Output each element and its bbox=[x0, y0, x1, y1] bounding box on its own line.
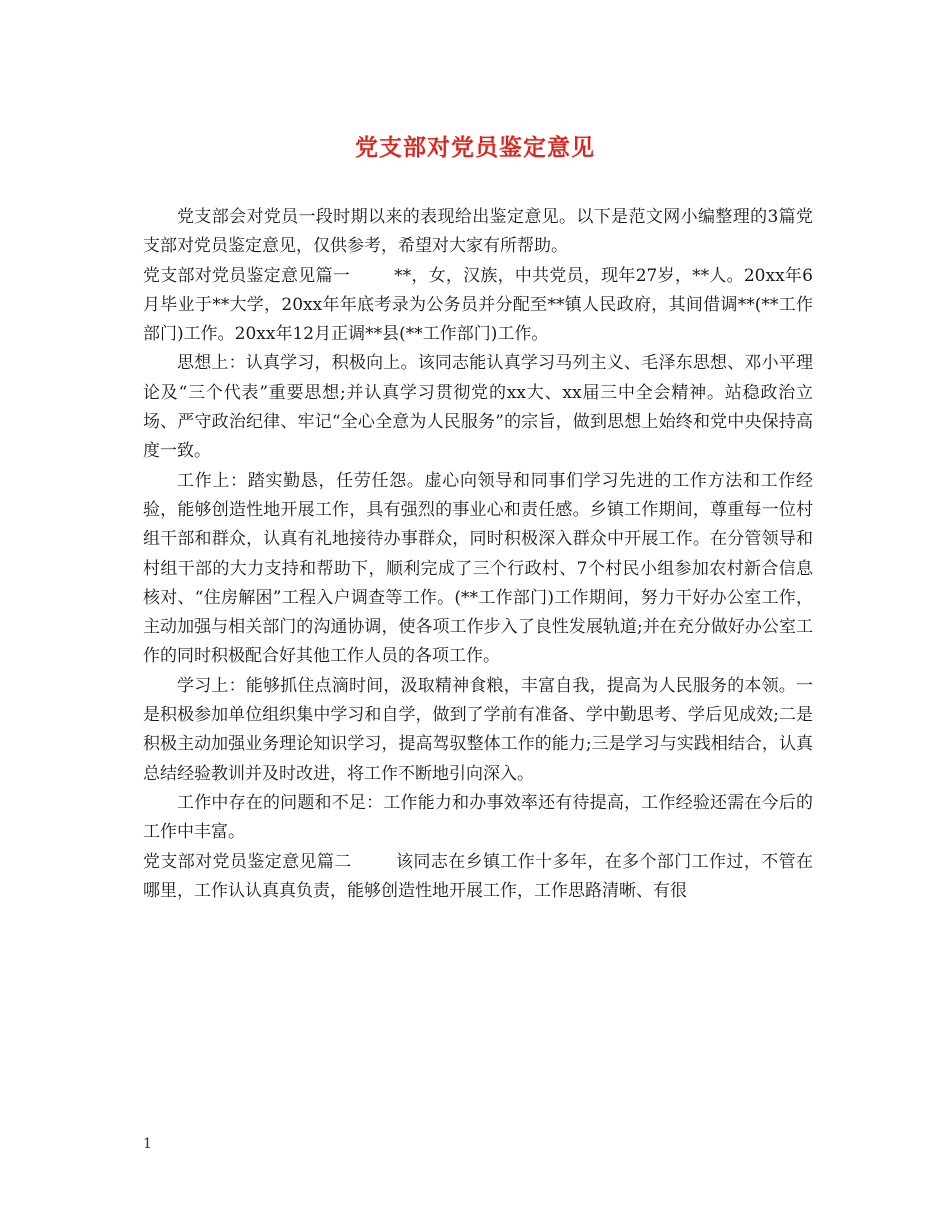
paragraph-thought bbox=[143, 349, 813, 466]
paragraph-section-two bbox=[143, 848, 813, 907]
paragraph-shortcomings bbox=[143, 789, 813, 848]
paragraph-text: 工作中存在的问题和不足：工作能力和办事效率还有待提高，工作经验还需在今后的工作中丰富。 bbox=[143, 792, 813, 843]
paragraph-section-one bbox=[143, 262, 813, 350]
paragraph-work bbox=[143, 467, 813, 672]
paragraph-intro bbox=[143, 203, 813, 262]
paragraph-text: 党支部会对党员一段时期以来的表现给出鉴定意见。以下是范文网小编整理的3篇党支部对党员鉴定意见，仅供参考，希望对大家有所帮助。 bbox=[143, 207, 813, 257]
page-number: 1 bbox=[143, 1136, 152, 1152]
document-title: 党支部对党员鉴定意见 bbox=[355, 135, 595, 161]
paragraph-text: 学习上：能够抓住点滴时间，汲取精神食粮，丰富自我，提高为人民服务的本领。一是积极参加单位组织集中学习和自学，做到了学前有准备、学中勤思考、学后见成效;二是积极主动加强业务理论知识学习，提高驾驭整体工作的能力;三是学习与实践相结合，认真总结经验教训并及时改进，将工作不断地引向深入。 bbox=[143, 675, 813, 784]
paragraph-text: 该同志在乡镇工作十多年，在多个部门工作过，不管在哪里，工作认认真真负责，能够创造性地开展工作，工作思路清晰、有很 bbox=[143, 851, 814, 901]
section-heading: 党支部对党员鉴定意见篇二 bbox=[143, 851, 352, 872]
section-heading: 党支部对党员鉴定意见篇一 bbox=[143, 265, 351, 286]
paragraph-study bbox=[143, 672, 813, 789]
paragraph-text: **，女，汉族，中共党员，现年27岁，**人。20xx年6月毕业于**大学，20xx年年底考录为公务员并分配至**镇人民政府，其间借调**(**工作部门)工作。20xx年12月正调**县(**工作部门)工作。 bbox=[143, 265, 813, 345]
paragraph-text: 工作上：踏实勤恳，任劳任怨。虚心向领导和同事们学习先进的工作方法和工作经验，能够创造性地开展工作，具有强烈的事业心和责任感。乡镇工作期间，尊重每一位村组干部和群众，认真有礼地接待办事群众，同时积极深入群众中开展工作。在分管领导和村组干部的大力支持和帮助下，顺利完成了三个行政村、7个村民小组参加农村新合信息核对、“住房解困”工程入户调查等工作。(**工作部门)工作期间，努力干好办公室工作，主动加强与相关部门的沟通协调，使各项工作步入了良性发展轨道;并在充分做好办公室工作的同时积极配合好其他工作人员的各项工作。 bbox=[143, 470, 813, 667]
paragraph-text: 思想上：认真学习，积极向上。该同志能认真学习马列主义、毛泽东思想、邓小平理论及“三个代表”重要思想;并认真学习贯彻党的xx大、xx届三中全会精神。站稳政治立场、严守政治纪律、牢记“全心全意为人民服务”的宗旨，做到思想上始终和党中央保持高度一致。 bbox=[143, 353, 813, 462]
document-body bbox=[143, 203, 813, 906]
